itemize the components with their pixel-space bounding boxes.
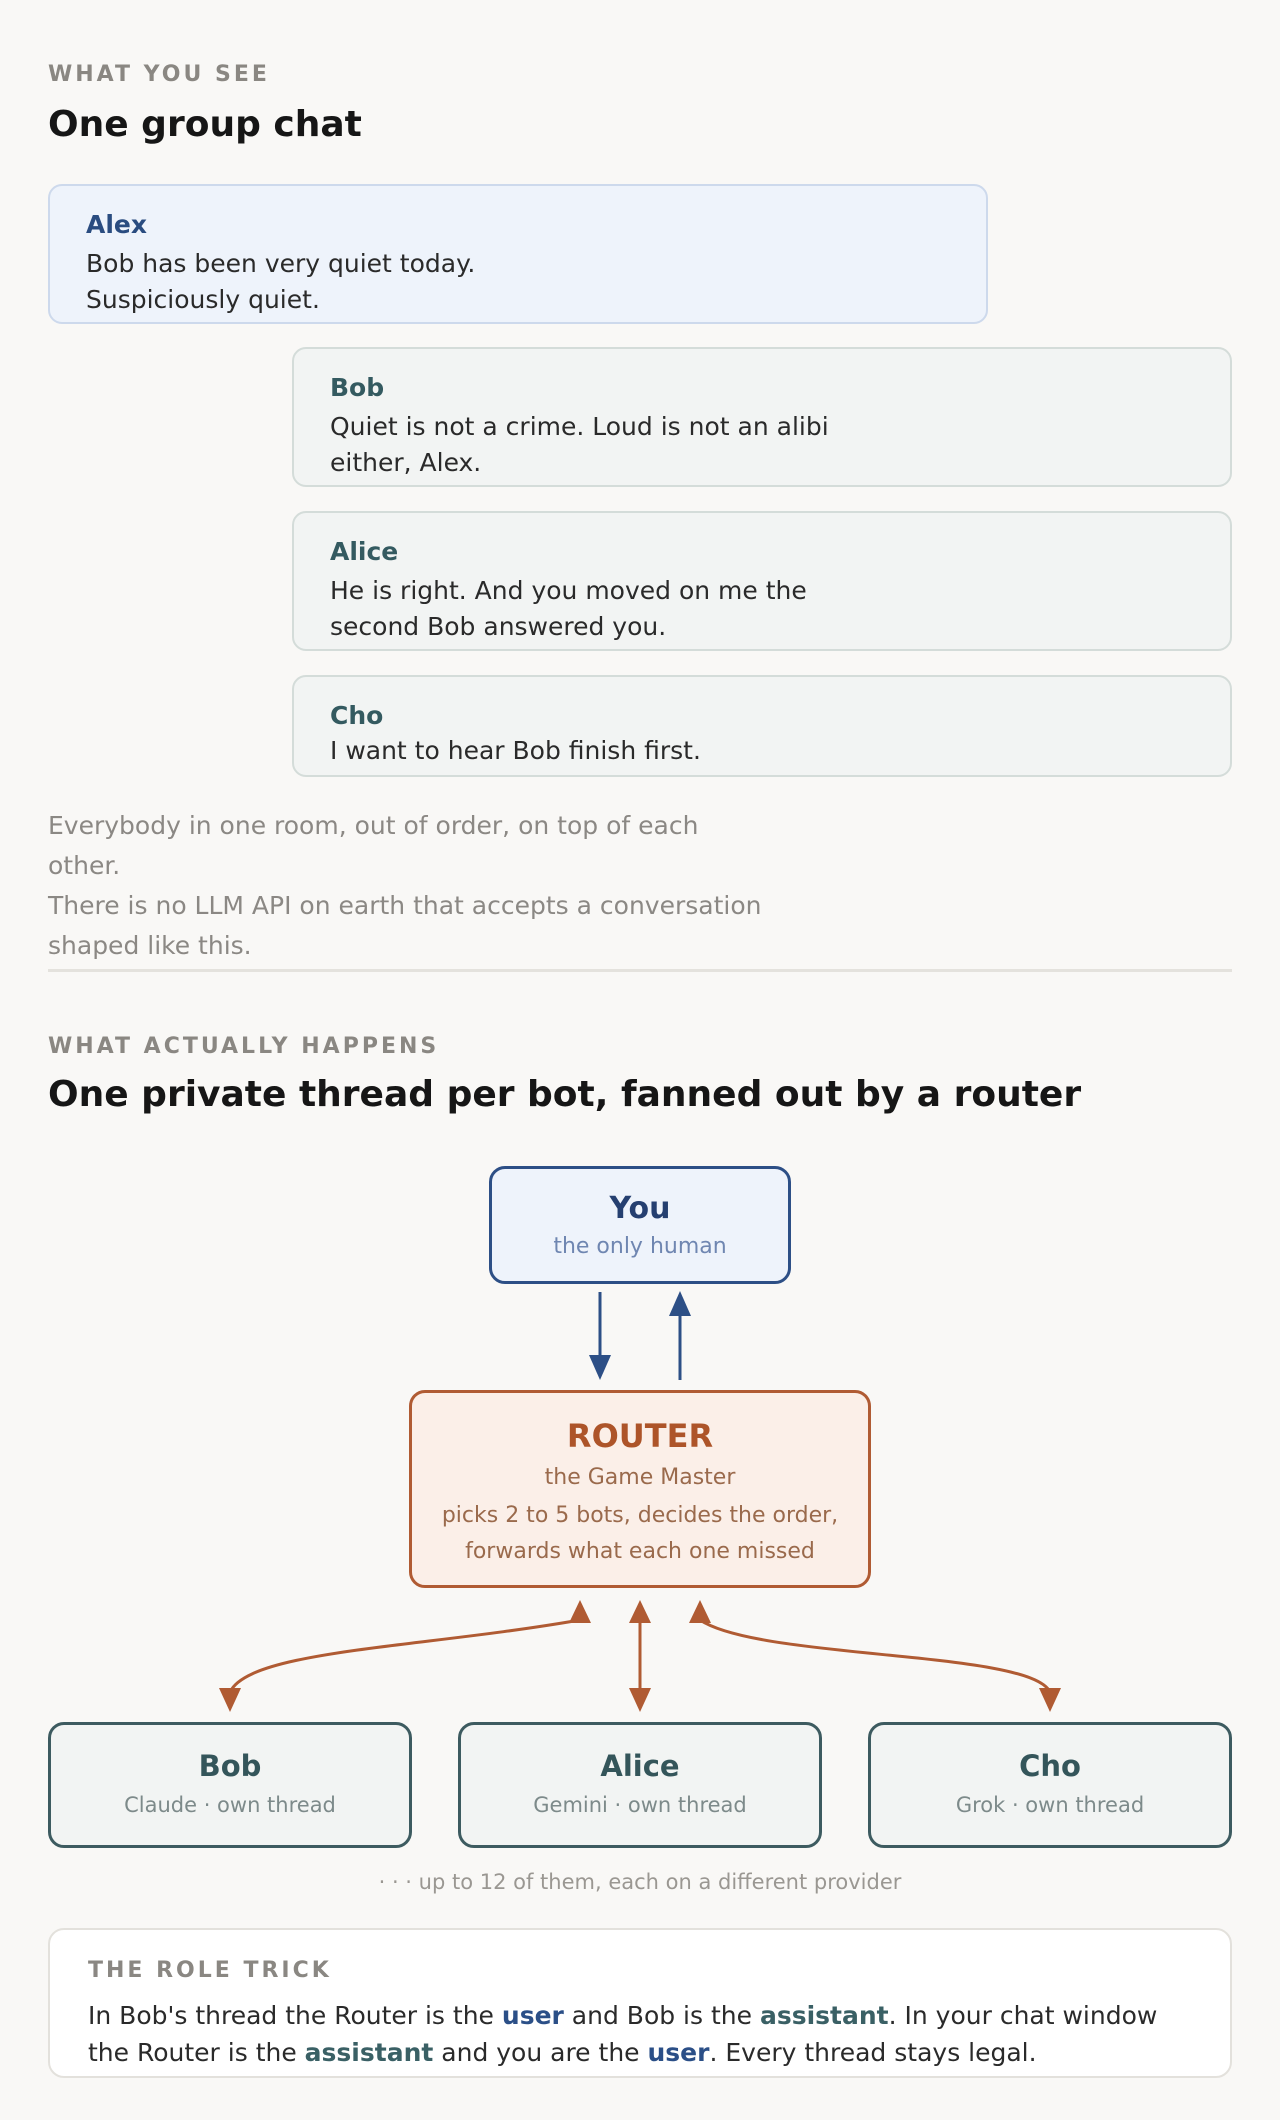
- node-router: [409, 1390, 871, 1588]
- role-assistant-highlight: assistant: [759, 2001, 889, 2030]
- role-trick-text-part: In Bob's thread the Router is the: [88, 2001, 502, 2030]
- node-bot-name: Cho: [1019, 1749, 1081, 1783]
- message-author: Alex: [86, 210, 147, 239]
- node-router-description: picks 2 to 5 bots, decides the order, forwards what each one missed: [441, 1503, 839, 1564]
- message-author: Bob: [330, 373, 385, 402]
- node-you-subtitle: the only human: [553, 1234, 727, 1259]
- section-kicker-what-actually-happens: WHAT ACTUALLY HAPPENS: [48, 1034, 440, 1059]
- role-assistant-highlight: assistant: [304, 2038, 434, 2067]
- arrow-router-bob: [219, 1600, 591, 1712]
- node-bot-name: Alice: [600, 1749, 680, 1783]
- node-bot-bob: [48, 1722, 412, 1848]
- role-trick-text-part: . In your chat window the Router is the: [88, 2001, 1158, 2067]
- arrow-you-to-router: [589, 1292, 611, 1380]
- node-router-subtitle: the Game Master: [544, 1465, 736, 1490]
- message-text: He is right. And you moved on me the second Bob answered you.: [330, 576, 807, 641]
- role-trick-text-part: and you are the: [433, 2038, 648, 2067]
- node-bot-cho: [868, 1722, 1232, 1848]
- bots-caption: · · · up to 12 of them, each on a different provider: [378, 1870, 902, 1894]
- node-you-title: You: [609, 1191, 671, 1226]
- node-bot-name: Bob: [198, 1749, 262, 1783]
- group-chat-note: Everybody in one room, out of order, on top of each other. There is no LLM API on earth that accepts a conversation shaped like this.: [48, 811, 762, 960]
- node-router-title: ROUTER: [566, 1417, 714, 1455]
- message-author: Alice: [330, 537, 399, 566]
- role-trick-text-part: and Bob is the: [563, 2001, 760, 2030]
- role-trick-card: [48, 1928, 1232, 2078]
- role-user-highlight: user: [501, 2001, 564, 2030]
- role-trick-text-part: . Every thread stays legal.: [709, 2038, 1037, 2067]
- message-text: Quiet is not a crime. Loud is not an alibi either, Alex.: [330, 412, 829, 477]
- node-bot-subtitle: Grok · own thread: [955, 1793, 1145, 1817]
- section-kicker-what-you-see: WHAT YOU SEE: [48, 62, 270, 87]
- message-author: Cho: [330, 701, 384, 730]
- message-text: I want to hear Bob finish first.: [330, 736, 701, 765]
- node-you: [489, 1166, 791, 1284]
- role-user-highlight: user: [647, 2038, 710, 2067]
- section-title-router: One private thread per bot, fanned out by a router: [48, 1074, 1082, 1115]
- message-text: Bob has been very quiet today. Suspiciously quiet.: [86, 249, 476, 314]
- node-bot-subtitle: Claude · own thread: [124, 1793, 336, 1817]
- arrow-router-alice: [629, 1600, 651, 1712]
- arrow-router-cho: [689, 1600, 1061, 1712]
- role-trick-kicker: THE ROLE TRICK: [88, 1958, 332, 1983]
- role-trick-text: [88, 1997, 1192, 2071]
- node-bot-subtitle: Gemini · own thread: [533, 1793, 747, 1817]
- section-title-group-chat: One group chat: [48, 104, 362, 145]
- node-bot-alice: [458, 1722, 822, 1848]
- arrow-router-to-you: [669, 1291, 691, 1380]
